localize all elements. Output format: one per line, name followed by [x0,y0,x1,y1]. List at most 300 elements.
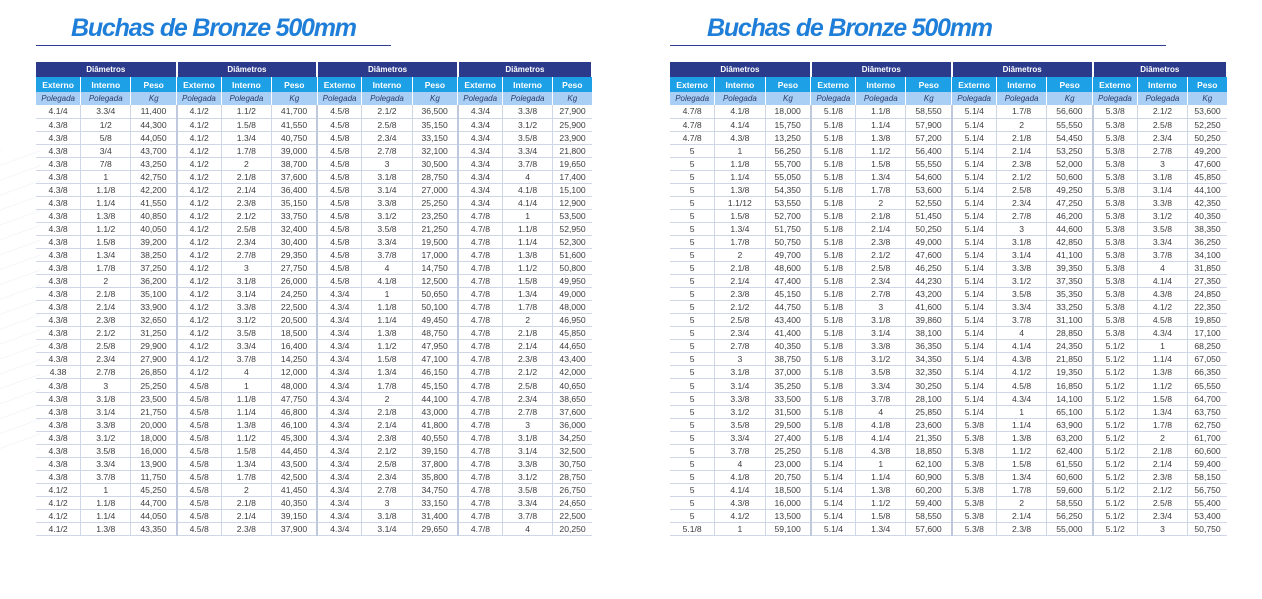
cell-peso: 44,650 [553,340,592,353]
cell-interno: 3 [715,353,765,366]
cell-externo: 5.1/2 [1093,457,1138,470]
cell-peso: 40,050 [131,222,177,235]
cell-peso: 38,100 [906,327,952,340]
cell-peso: 26,000 [271,275,317,288]
cell-interno: 2.3/4 [856,275,906,288]
cell-peso: 58,550 [906,105,952,118]
cell-externo: 4.5/8 [317,118,362,131]
cell-interno: 1.1/8 [81,496,131,509]
cell-externo: 5.1/4 [952,144,997,157]
cell-externo: 5.3/8 [1093,222,1138,235]
cell-externo: 5.1/4 [952,379,997,392]
cell-peso: 38,650 [553,392,592,405]
cell-externo: 4.3/8 [36,314,81,327]
cell-externo: 5 [670,444,715,457]
cell-peso: 17,100 [1188,327,1227,340]
table-row [36,431,592,444]
cell-externo: 5.1/4 [811,457,856,470]
cell-peso: 22,350 [1188,301,1227,314]
cell-interno: 3.5/8 [362,222,412,235]
cell-externo: 5.1/8 [811,366,856,379]
cell-interno: 4 [1137,262,1187,275]
table-row [36,340,592,353]
table-row [36,418,592,431]
cell-interno: 3.3/8 [81,418,131,431]
cell-externo: 4.3/8 [36,262,81,275]
cell-interno: 1.1/4 [715,170,765,183]
cell-interno: 1.1/8 [503,222,553,235]
unit-polegada: Polegada [36,92,81,105]
header-externo: Externo [177,77,222,92]
cell-peso: 54,600 [906,170,952,183]
cell-externo: 4.1/2 [177,196,222,209]
header-diametros: Diâmetros [177,62,318,77]
table-row [36,523,592,536]
cell-externo: 4.3/8 [36,288,81,301]
header-group-row [670,62,1227,77]
cell-peso: 49,700 [765,249,811,262]
price-table [670,62,1228,536]
table-row [670,444,1227,457]
cell-interno: 3 [1137,157,1187,170]
cell-peso: 57,200 [906,131,952,144]
cell-externo: 4.7/8 [458,470,503,483]
cell-peso: 28,750 [553,470,592,483]
cell-peso: 56,400 [906,144,952,157]
header-diametros: Diâmetros [317,62,458,77]
cell-externo: 5.1/4 [952,183,997,196]
cell-peso: 40,350 [271,496,317,509]
cell-externo: 5.1/2 [1093,470,1138,483]
cell-interno: 1.1/2 [1137,379,1187,392]
table-row [670,288,1227,301]
cell-interno: 3.5/8 [1137,222,1187,235]
table-row [36,509,592,522]
cell-interno: 4 [996,327,1046,340]
cell-externo: 4.3/4 [317,314,362,327]
cell-peso: 29,900 [131,340,177,353]
cell-peso: 55,050 [765,170,811,183]
cell-externo: 5 [670,275,715,288]
cell-interno: 3.1/8 [996,235,1046,248]
cell-externo: 5.1/8 [811,340,856,353]
cell-interno: 3.1/8 [503,431,553,444]
cell-interno: 1 [996,405,1046,418]
cell-peso: 33,900 [131,301,177,314]
cell-externo: 4.3/8 [36,170,81,183]
cell-externo: 5.1/8 [670,523,715,536]
cell-peso: 27,350 [1188,275,1227,288]
cell-peso: 20,250 [553,523,592,536]
cell-peso: 42,000 [553,366,592,379]
cell-interno: 3.3/4 [996,301,1046,314]
cell-externo: 4.3/4 [317,509,362,522]
cell-externo: 5.1/2 [1093,444,1138,457]
cell-peso: 23,600 [906,418,952,431]
cell-peso: 27,400 [765,431,811,444]
cell-interno: 2.3/8 [221,523,271,536]
cell-interno: 3.3/4 [81,457,131,470]
cell-peso: 41,550 [131,196,177,209]
cell-externo: 5.3/8 [952,470,997,483]
table-row [670,457,1227,470]
cell-interno: 1.7/8 [81,262,131,275]
cell-peso: 44,050 [131,509,177,522]
cell-externo: 5.1/8 [811,131,856,144]
header-interno: Interno [715,77,765,92]
cell-interno: 3.1/2 [996,275,1046,288]
cell-peso: 19,500 [412,235,458,248]
cell-externo: 5.3/8 [1093,209,1138,222]
cell-externo: 4.3/4 [317,431,362,444]
cell-interno: 1 [221,379,271,392]
cell-interno: 2.3/8 [362,431,412,444]
cell-externo: 5 [670,262,715,275]
cell-peso: 31,850 [1188,262,1227,275]
cell-interno: 2.3/8 [81,314,131,327]
cell-interno: 3 [996,222,1046,235]
cell-interno: 3.3/4 [221,340,271,353]
cell-peso: 30,500 [412,157,458,170]
header-externo: Externo [952,77,997,92]
cell-interno: 1.5/8 [996,457,1046,470]
table-row [670,353,1227,366]
cell-externo: 5.3/8 [1093,105,1138,118]
cell-peso: 60,200 [906,483,952,496]
cell-peso: 29,500 [765,418,811,431]
cell-externo: 5.1/8 [811,418,856,431]
cell-interno: 1.7/8 [362,379,412,392]
cell-interno: 3.1/4 [856,327,906,340]
cell-externo: 4.3/4 [317,301,362,314]
cell-peso: 27,900 [553,105,592,118]
cell-interno: 1.1/8 [362,301,412,314]
cell-externo: 5.1/4 [811,496,856,509]
cell-externo: 4.3/4 [317,340,362,353]
cell-peso: 51,600 [553,249,592,262]
cell-interno: 2.1/2 [1137,105,1187,118]
cell-externo: 5.3/8 [952,523,997,536]
header-peso: Peso [765,77,811,92]
cell-peso: 19,350 [1047,366,1093,379]
cell-interno: 2.5/8 [996,183,1046,196]
cell-interno: 3.5/8 [221,327,271,340]
cell-interno: 1.3/8 [362,327,412,340]
cell-externo: 4.3/4 [317,457,362,470]
header-peso: Peso [906,77,952,92]
cell-externo: 4.1/2 [177,301,222,314]
cell-interno: 1.7/8 [996,105,1046,118]
cell-peso: 37,600 [271,170,317,183]
cell-externo: 4.3/8 [36,131,81,144]
cell-externo: 5.3/8 [1093,275,1138,288]
header-diametros: Diâmetros [952,62,1093,77]
table-row [36,457,592,470]
cell-interno: 3.5/8 [715,418,765,431]
cell-interno: 2.3/8 [996,157,1046,170]
cell-peso: 61,700 [1188,431,1227,444]
unit-polegada: Polegada [458,92,503,105]
table-row [670,157,1227,170]
table-row [36,366,592,379]
cell-externo: 4.3/4 [317,366,362,379]
cell-peso: 37,600 [553,405,592,418]
cell-externo: 5.1/4 [952,353,997,366]
cell-peso: 20,000 [131,418,177,431]
cell-interno: 3.5/8 [856,366,906,379]
cell-interno: 3.1/2 [1137,209,1187,222]
cell-interno: 3.1/4 [503,444,553,457]
cell-interno: 1.3/4 [221,131,271,144]
cell-externo: 5.1/8 [811,353,856,366]
cell-interno: 2.3/8 [996,523,1046,536]
cell-externo: 4.3/8 [36,457,81,470]
cell-interno: 2.1/8 [1137,444,1187,457]
cell-peso: 15,750 [765,118,811,131]
header-interno: Interno [996,77,1046,92]
cell-interno: 4.1/4 [996,340,1046,353]
unit-polegada: Polegada [996,92,1046,105]
cell-peso: 43,400 [553,353,592,366]
cell-interno: 3.7/8 [503,509,553,522]
cell-externo: 4.3/8 [36,418,81,431]
cell-interno: 3.3/8 [362,196,412,209]
cell-externo: 5.1/4 [952,301,997,314]
cell-peso: 38,700 [271,157,317,170]
cell-externo: 5.1/8 [811,275,856,288]
cell-peso: 50,600 [1047,170,1093,183]
cell-interno: 7/8 [81,157,131,170]
cell-interno: 1.5/8 [856,509,906,522]
cell-peso: 65,550 [1188,379,1227,392]
cell-peso: 55,400 [1188,496,1227,509]
cell-interno: 4.1/8 [362,275,412,288]
unit-polegada: Polegada [715,92,765,105]
cell-interno: 1.1/12 [715,196,765,209]
cell-interno: 3.3/8 [856,340,906,353]
cell-peso: 45,150 [412,379,458,392]
cell-interno: 2.1/2 [715,301,765,314]
cell-interno: 3.7/8 [996,314,1046,327]
cell-peso: 24,650 [553,496,592,509]
cell-interno: 2 [856,196,906,209]
cell-interno: 3.5/8 [503,131,553,144]
cell-peso: 36,400 [271,183,317,196]
cell-interno: 4 [503,170,553,183]
cell-peso: 58,550 [906,509,952,522]
cell-interno: 1.3/4 [81,249,131,262]
cell-peso: 52,000 [1047,157,1093,170]
cell-peso: 35,350 [1047,288,1093,301]
cell-externo: 4.5/8 [177,483,222,496]
cell-interno: 1.7/8 [221,144,271,157]
cell-externo: 4.7/8 [670,118,715,131]
cell-interno: 1.5/8 [503,275,553,288]
cell-externo: 4.7/8 [458,392,503,405]
cell-interno: 1.5/8 [221,118,271,131]
cell-interno: 1.3/4 [856,523,906,536]
cell-externo: 4.1/2 [177,353,222,366]
cell-interno: 2.3/8 [1137,470,1187,483]
cell-externo: 5.1/4 [811,509,856,522]
cell-externo: 4.3/4 [317,470,362,483]
cell-externo: 4.3/8 [36,353,81,366]
cell-peso: 52,550 [906,196,952,209]
header-externo: Externo [811,77,856,92]
cell-peso: 40,650 [553,379,592,392]
cell-externo: 4.5/8 [317,131,362,144]
cell-interno: 1.3/8 [856,483,906,496]
cell-externo: 5 [670,366,715,379]
cell-externo: 5 [670,418,715,431]
cell-externo: 5.1/4 [952,405,997,418]
table-row [670,340,1227,353]
cell-externo: 5.1/4 [952,366,997,379]
cell-peso: 23,900 [553,131,592,144]
cell-interno: 2.3/8 [856,235,906,248]
cell-externo: 4.1/2 [177,288,222,301]
cell-interno: 2.3/4 [81,353,131,366]
cell-externo: 4.5/8 [177,496,222,509]
cell-interno: 3.1/2 [503,118,553,131]
cell-interno: 3.3/4 [856,379,906,392]
cell-externo: 4.7/8 [458,405,503,418]
cell-peso: 53,400 [1188,509,1227,522]
cell-externo: 4.3/4 [317,483,362,496]
cell-externo: 5.1/4 [952,157,997,170]
cell-peso: 41,550 [271,118,317,131]
cell-externo: 4.1/2 [177,105,222,118]
cell-externo: 5.1/2 [1093,496,1138,509]
cell-interno: 1.1/4 [856,118,906,131]
cell-interno: 1.3/8 [996,431,1046,444]
cell-externo: 4.7/8 [458,275,503,288]
cell-externo: 4.3/8 [36,196,81,209]
cell-interno: 1.3/8 [81,209,131,222]
cell-peso: 39,860 [906,314,952,327]
cell-peso: 62,400 [1047,444,1093,457]
cell-interno: 1.3/8 [1137,366,1187,379]
cell-externo: 5.3/8 [952,418,997,431]
cell-interno: 2.5/8 [1137,118,1187,131]
cell-interno: 2.1/8 [362,405,412,418]
cell-externo: 4.3/8 [36,444,81,457]
cell-interno: 1 [81,170,131,183]
cell-peso: 29,350 [271,249,317,262]
table-row [36,144,592,157]
cell-interno: 1.7/8 [996,483,1046,496]
cell-interno: 3.3/8 [996,262,1046,275]
unit-polegada: Polegada [856,92,906,105]
cell-peso: 21,800 [553,144,592,157]
table-row [670,131,1227,144]
cell-peso: 42,850 [1047,235,1093,248]
cell-interno: 3.3/4 [362,235,412,248]
cell-interno: 2.3/4 [1137,131,1187,144]
cell-externo: 4.7/8 [458,483,503,496]
cell-externo: 5.1/4 [952,392,997,405]
table-row [36,183,592,196]
cell-peso: 16,000 [131,444,177,457]
cell-peso: 32,650 [131,314,177,327]
cell-externo: 4.5/8 [177,470,222,483]
cell-peso: 44,050 [131,131,177,144]
cell-peso: 39,200 [131,235,177,248]
cell-interno: 4.1/2 [1137,301,1187,314]
cell-externo: 4.7/8 [458,457,503,470]
cell-externo: 4.5/8 [317,170,362,183]
cell-peso: 18,000 [765,105,811,118]
cell-interno: 3 [221,262,271,275]
cell-externo: 5 [670,235,715,248]
cell-interno: 3 [1137,523,1187,536]
cell-externo: 5.3/8 [1093,183,1138,196]
cell-interno: 4.1/8 [715,105,765,118]
cell-externo: 5.1/4 [811,523,856,536]
table-row [36,209,592,222]
cell-peso: 18,850 [906,444,952,457]
unit-polegada: Polegada [362,92,412,105]
cell-peso: 33,250 [1047,301,1093,314]
header-units-row [670,92,1227,105]
cell-externo: 5.1/8 [811,170,856,183]
cell-peso: 12,500 [412,275,458,288]
cell-externo: 5 [670,509,715,522]
cell-interno: 3.7/8 [856,392,906,405]
unit-kg: Kg [271,92,317,105]
table-row [670,379,1227,392]
cell-peso: 24,250 [271,288,317,301]
cell-peso: 42,500 [271,470,317,483]
cell-externo: 5.1/2 [1093,431,1138,444]
cell-externo: 4.3/8 [36,431,81,444]
cell-interno: 2.1/2 [503,366,553,379]
cell-peso: 45,850 [1188,170,1227,183]
cell-externo: 4.1/2 [177,131,222,144]
cell-interno: 2 [362,392,412,405]
table-row [36,170,592,183]
cell-peso: 22,500 [553,509,592,522]
cell-interno: 2.1/2 [1137,483,1187,496]
cell-externo: 5.1/8 [811,314,856,327]
table-row [670,249,1227,262]
cell-interno: 3 [81,379,131,392]
cell-externo: 4.5/8 [177,405,222,418]
cell-peso: 39,350 [1047,262,1093,275]
cell-peso: 34,250 [553,431,592,444]
cell-peso: 50,750 [1188,523,1227,536]
unit-polegada: Polegada [811,92,856,105]
cell-externo: 5 [670,483,715,496]
cell-interno: 1.1/2 [81,222,131,235]
cell-externo: 5.1/4 [952,275,997,288]
cell-peso: 49,000 [906,235,952,248]
cell-peso: 50,250 [1188,131,1227,144]
header-peso: Peso [553,77,592,92]
cell-peso: 50,800 [553,262,592,275]
cell-peso: 60,600 [1047,470,1093,483]
header-diametros: Diâmetros [811,62,952,77]
cell-peso: 40,850 [131,209,177,222]
cell-peso: 21,350 [906,431,952,444]
cell-externo: 4.3/4 [317,496,362,509]
cell-interno: 2.1/8 [221,496,271,509]
cell-interno: 1.5/8 [856,157,906,170]
cell-interno: 2 [1137,431,1187,444]
cell-interno: 1.3/4 [1137,405,1187,418]
cell-interno: 1.1/2 [996,444,1046,457]
unit-polegada: Polegada [221,92,271,105]
